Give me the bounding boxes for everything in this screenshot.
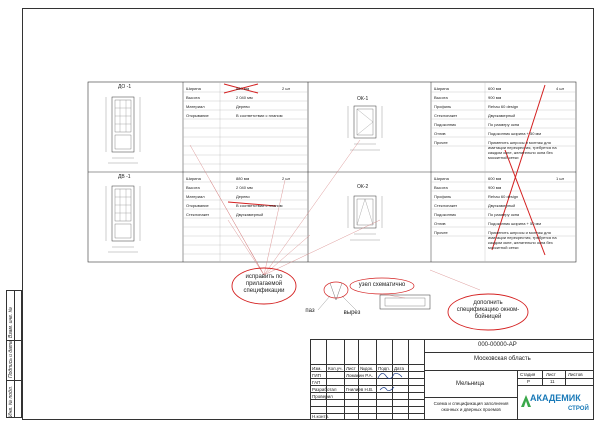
spec-value: Двухкамерный [488, 113, 516, 118]
node-schematic-note: узел схематично [358, 282, 406, 288]
door-2-drawing [106, 186, 140, 252]
spec-qty: 4 шт [556, 86, 565, 91]
signature-2 [378, 384, 398, 393]
tb-name: Гнилиев Н.В. [346, 387, 374, 392]
spec-value: Подоконник ширина + 50 мм [488, 131, 542, 136]
tb-row [310, 385, 424, 386]
tb-role: ГАП [312, 380, 321, 385]
spec-label: Прочее [434, 230, 448, 235]
spec-value: 880 мм [236, 176, 250, 181]
add-spec-note: дополнить спецификацию окном-бойницей [456, 300, 520, 320]
region: Московская область [474, 356, 531, 362]
spec-label: Профиль [434, 194, 452, 199]
spec-label: Ширина [186, 86, 201, 91]
tb-border [310, 339, 594, 340]
stage-header: Стадия [520, 372, 536, 377]
tb-divider [424, 397, 517, 398]
spec-value: Дерево [236, 104, 250, 109]
spec-value: Применить шпросы и монтаж для имитации перекрестия, требуется на каждом окне, желательно окна без москитной сетки [488, 140, 557, 160]
tb-role: Н.контр. [312, 414, 330, 419]
spec-label: Прочее [434, 140, 448, 145]
spec-qty: 2 шт [282, 176, 291, 181]
tb-role: Разработал [312, 387, 337, 392]
tb-header-date: Дата [394, 366, 404, 371]
tb-divider [517, 385, 594, 386]
spec-label: Материал [186, 194, 205, 199]
tb-col [344, 339, 345, 420]
spec-value: 600 мм [488, 176, 502, 181]
groove-label: паз [305, 308, 315, 314]
spec-label: Подоконник [434, 122, 456, 127]
project-code: 000-00000-АР [478, 342, 517, 348]
fix-spec-note: исправить по прилагаемой спецификации [243, 274, 285, 294]
door-1-title: ДО -1 [118, 84, 132, 90]
tb-name: Ломакин Р.А. [346, 373, 373, 378]
tb-header-sign: Подп. [378, 366, 390, 371]
tb-col [358, 339, 359, 420]
door-2-title: ДВ -1 [118, 174, 131, 180]
side-label-sign: Подпись и дата [8, 340, 14, 378]
signature-1 [376, 370, 406, 380]
spec-value: По размеру окна [488, 122, 520, 127]
tb-header-sheet: Лист [346, 366, 356, 371]
spec-value: Rehau 60 design [488, 194, 519, 199]
side-label-replace: Взам. инв. № [8, 307, 14, 338]
spec-label: Стеклопакет [186, 212, 210, 217]
spec-value: 2 040 мм [236, 185, 253, 190]
spec-value: Двухкамерный [236, 212, 264, 217]
company-logo-sub: СТРОЙ [568, 406, 589, 412]
spec-label: Материал [186, 104, 205, 109]
spec-value: В соответствии с планом [236, 113, 283, 118]
sheet-header: Лист [546, 372, 556, 377]
window-1-drawing [348, 106, 382, 150]
spec-label: Высота [434, 185, 448, 190]
tb-row [310, 406, 424, 407]
tb-role: Проверил [312, 394, 333, 399]
spec-label: Стеклопакет [434, 203, 458, 208]
spec-value: 880 мм [236, 86, 250, 91]
side-label-inv: Инв. № подл. [8, 385, 14, 417]
spec-value: Дерево [236, 194, 250, 199]
tb-header-change: Изм. [312, 366, 322, 371]
spec-value: Применить шпросы и монтаж для имитации перекрестия, требуется на каждом окне, желательно окна без москитной сетки [488, 230, 557, 250]
spec-value: 2 040 мм [236, 95, 253, 100]
tb-header-qty: Кол.уч. [328, 366, 343, 371]
sheet-title: Схема и спецификация заполнения оконных и дверных проемов [433, 401, 509, 412]
sheet-value: 11 [550, 379, 555, 384]
tb-border [310, 339, 311, 420]
spec-value: 600 мм [488, 86, 502, 91]
spec-label: Высота [186, 95, 200, 100]
company-logo-name: АКАДЕМИК [530, 393, 581, 403]
spec-label: Высота [434, 95, 448, 100]
spec-label: Стеклопакет [434, 113, 458, 118]
tb-divider [542, 370, 543, 385]
object-name: Мельница [456, 381, 485, 387]
spec-value: Подоконник ширина + 50 мм [488, 221, 542, 226]
spec-label: Открывание [186, 203, 209, 208]
spec-label: Профиль [434, 104, 452, 109]
sheets-header: Листов [568, 372, 583, 377]
spec-value: В соответствии с планом [236, 203, 283, 208]
spec-label: Отлив [434, 221, 446, 226]
window-2-title: ОК-2 [357, 184, 369, 190]
tb-row [310, 364, 424, 365]
tb-divider [565, 370, 566, 385]
spec-value: 900 мм [488, 185, 502, 190]
spec-value: Rehau 60 design [488, 104, 519, 109]
tb-col [326, 339, 327, 420]
tb-header-doc: №док. [360, 366, 374, 371]
spec-label: Открывание [186, 113, 209, 118]
spec-label: Высота [186, 185, 200, 190]
tb-row [310, 399, 424, 400]
door-1-drawing [106, 97, 140, 163]
tb-divider [424, 352, 594, 353]
stage-value: Р [527, 379, 531, 384]
spec-value: По размеру окна [488, 212, 520, 217]
spec-value: Двухкамерный [488, 203, 516, 208]
cutout-label: вырез [343, 310, 361, 316]
spec-label: Подоконник [434, 212, 456, 217]
tb-role: ГИП [312, 373, 321, 378]
tb-row [310, 371, 424, 372]
tb-row [310, 392, 424, 393]
spec-label: Ширина [434, 176, 449, 181]
tb-divider [424, 370, 594, 371]
spec-label: Ширина [434, 86, 449, 91]
spec-label: Ширина [186, 176, 201, 181]
tb-col [408, 339, 409, 420]
spec-qty: 2 шт [282, 86, 291, 91]
spec-label: Отлив [434, 131, 446, 136]
tb-row [310, 378, 424, 379]
window-1-title: ОК-1 [357, 96, 369, 102]
spec-value: 900 мм [488, 95, 502, 100]
window-2-drawing [348, 196, 382, 240]
spec-qty: 1 шт [556, 176, 565, 181]
